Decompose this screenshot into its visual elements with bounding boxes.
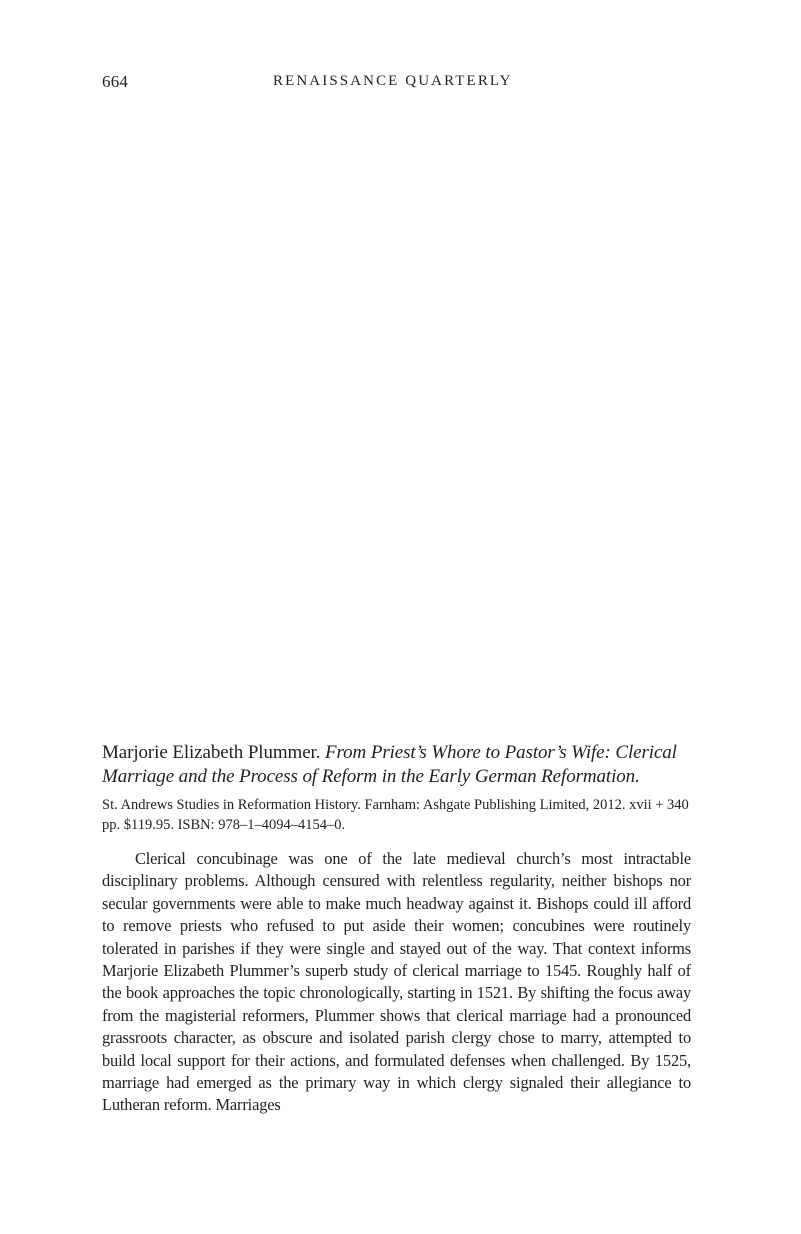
review-body: Clerical concubinage was one of the late medieval church’s most intractable disciplinary problems. Although censured with relentless regularity, neither bishops nor secular governments were able to make much headway against it. Bishops could ill afford to remove priests who refused to put aside their women; concubines were routinely tolerated in parishes if they were single and stayed out of the way. That context informs Marjorie Elizabeth Plummer’s superb study of clerical marriage to 1545. Roughly half of the book approaches the topic chronologically, starting in 1521. By shifting the focus away from the magisterial reformers, Plummer shows that clerical marriage had a pronounced grassroots character, as obscure and isolated parish clergy chose to marry, attempted to build local support for their actions, and formulated defenses when challenged. By 1525, marriage had emerged as the primary way in which clergy signaled their allegiance to Lutheran reform. Marriages (102, 849, 691, 1115)
page-number: 664 (102, 72, 129, 91)
review-author: Marjorie Elizabeth Plummer. (102, 742, 321, 763)
review-citation (102, 741, 691, 789)
book-review (102, 741, 691, 1117)
review-publication-info: St. Andrews Studies in Reformation History. Farnham: Ashgate Publishing Limited, 2012. xvii + 340 pp. $119.95. ISBN: 978–1–4094–4154–0. (102, 797, 689, 833)
review-book-title: From Priest’s Whore to Pastor’s Wife: Clerical Marriage and the Process of Reform in the Early German Reformation. (102, 742, 677, 787)
running-head: RENAISSANCE QUARTERLY (273, 73, 513, 89)
